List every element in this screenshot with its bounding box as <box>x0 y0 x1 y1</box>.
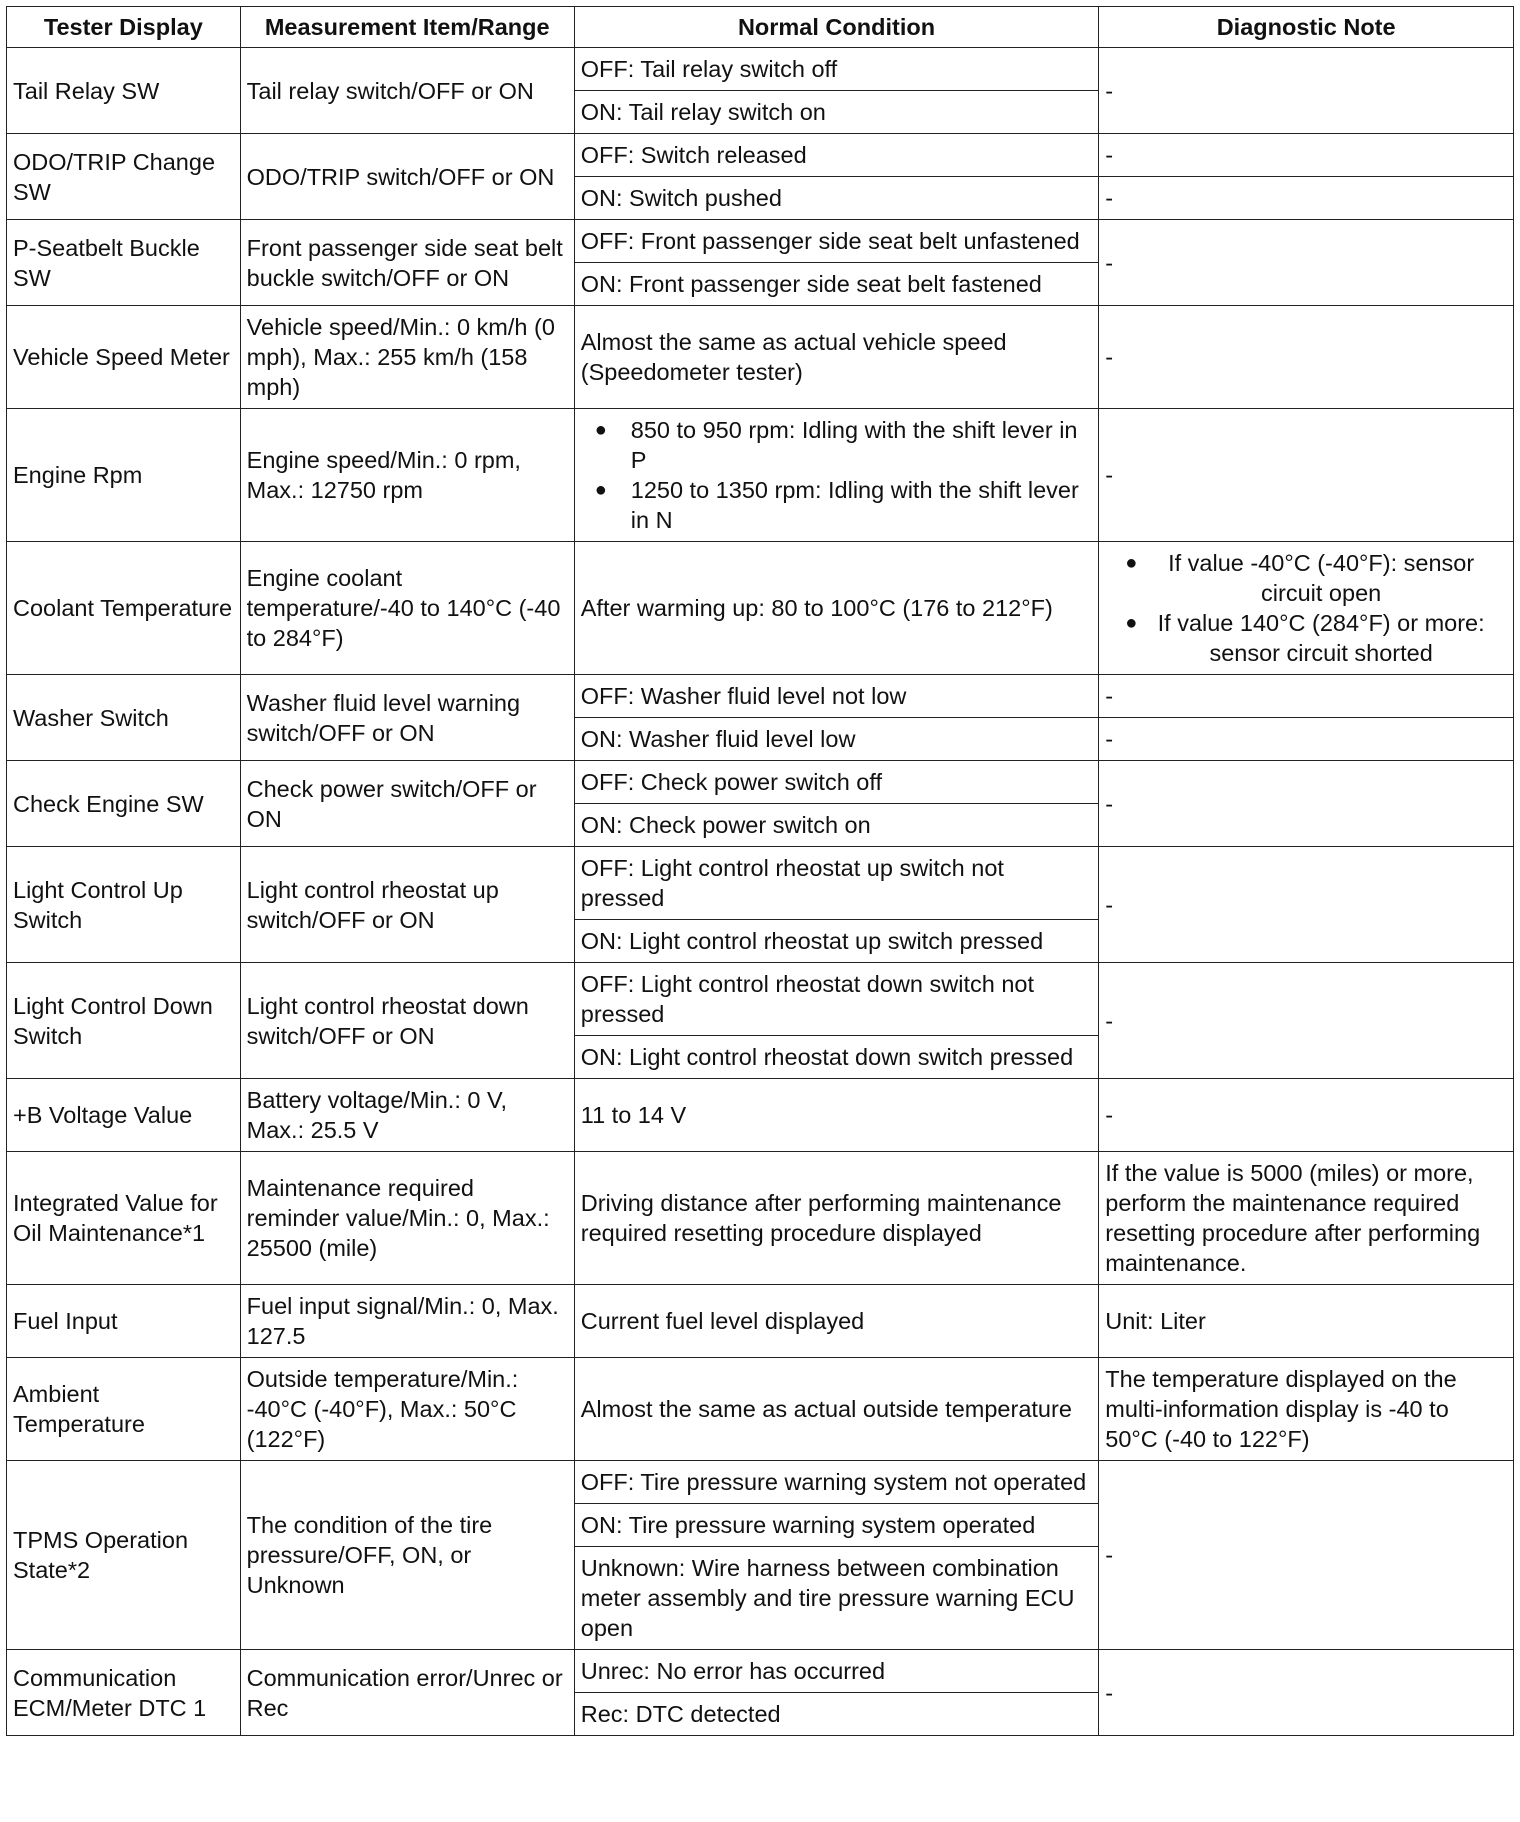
normal-condition-cell: After warming up: 80 to 100°C (176 to 212°F) <box>574 542 1099 675</box>
table-row <box>7 1285 1514 1358</box>
note-bullet-list <box>1105 548 1507 668</box>
diagnostic-note-cell: - <box>1099 134 1514 177</box>
tester-display-cell: P-Seatbelt Buckle SW <box>7 220 241 306</box>
diagnostic-note-cell: - <box>1099 1650 1514 1736</box>
diagnostic-note-cell: If the value is 5000 (miles) or more, perform the maintenance required resetting procedure after performing maintenance. <box>1099 1152 1514 1285</box>
diagnostic-note-cell: - <box>1099 177 1514 220</box>
normal-condition-cell: ON: Light control rheostat down switch pressed <box>574 1036 1099 1079</box>
data-list-table <box>6 6 1514 1736</box>
tester-display-cell: TPMS Operation State*2 <box>7 1461 241 1650</box>
tester-display-cell: Tail Relay SW <box>7 48 241 134</box>
measurement-item-cell: Maintenance required reminder value/Min.: 0, Max.: 25500 (mile) <box>240 1152 574 1285</box>
diagnostic-note-cell: - <box>1099 409 1514 542</box>
note-bullet: ● If value 140°C (284°F) or more: sensor circuit shorted <box>1105 608 1507 668</box>
diagnostic-note-cell: The temperature displayed on the multi-information display is -40 to 50°C (-40 to 122°F) <box>1099 1358 1514 1461</box>
normal-condition-cell: OFF: Front passenger side seat belt unfastened <box>574 220 1099 263</box>
diagnostic-note-cell: - <box>1099 847 1514 963</box>
table-row <box>7 675 1514 718</box>
table-row <box>7 1650 1514 1693</box>
measurement-item-cell: Communication error/Unrec or Rec <box>240 1650 574 1736</box>
measurement-item-cell: Washer fluid level warning switch/OFF or ON <box>240 675 574 761</box>
diagnostic-note-cell: - <box>1099 220 1514 306</box>
table-row <box>7 1152 1514 1285</box>
table-row <box>7 134 1514 177</box>
measurement-item-cell: Fuel input signal/Min.: 0, Max. 127.5 <box>240 1285 574 1358</box>
diagnostic-note-cell: - <box>1099 675 1514 718</box>
header-diagnostic-note: Diagnostic Note <box>1099 7 1514 48</box>
table-row <box>7 1461 1514 1504</box>
table-row <box>7 847 1514 920</box>
table-row <box>7 48 1514 91</box>
diagnostic-note-cell: - <box>1099 718 1514 761</box>
diagnostic-note-cell: - <box>1099 306 1514 409</box>
measurement-item-cell: The condition of the tire pressure/OFF, ON, or Unknown <box>240 1461 574 1650</box>
condition-bullet: ● 850 to 950 rpm: Idling with the shift lever in P <box>581 415 1093 475</box>
normal-condition-cell: Unrec: No error has occurred <box>574 1650 1099 1693</box>
table-row <box>7 1079 1514 1152</box>
normal-condition-cell: OFF: Light control rheostat up switch not pressed <box>574 847 1099 920</box>
normal-condition-cell: Driving distance after performing maintenance required resetting procedure displayed <box>574 1152 1099 1285</box>
measurement-item-cell: Check power switch/OFF or ON <box>240 761 574 847</box>
normal-condition-cell: ON: Tail relay switch on <box>574 91 1099 134</box>
tester-display-cell: Fuel Input <box>7 1285 241 1358</box>
tester-display-cell: Light Control Down Switch <box>7 963 241 1079</box>
normal-condition-cell: Unknown: Wire harness between combination meter assembly and tire pressure warning ECU open <box>574 1547 1099 1650</box>
normal-condition-cell: ON: Light control rheostat up switch pressed <box>574 920 1099 963</box>
diagnostic-note-cell <box>1099 542 1514 675</box>
table-row <box>7 409 1514 542</box>
measurement-item-cell: Light control rheostat up switch/OFF or ON <box>240 847 574 963</box>
tester-display-cell: Ambient Temperature <box>7 1358 241 1461</box>
normal-condition-cell <box>574 409 1099 542</box>
measurement-item-cell: Engine speed/Min.: 0 rpm, Max.: 12750 rpm <box>240 409 574 542</box>
tester-display-cell: Vehicle Speed Meter <box>7 306 241 409</box>
measurement-item-cell: ODO/TRIP switch/OFF or ON <box>240 134 574 220</box>
tester-display-cell: ODO/TRIP Change SW <box>7 134 241 220</box>
condition-bullet: ● 1250 to 1350 rpm: Idling with the shift lever in N <box>581 475 1093 535</box>
diagnostic-note-cell: - <box>1099 963 1514 1079</box>
tester-display-cell: Coolant Temperature <box>7 542 241 675</box>
condition-bullet-list <box>581 415 1093 535</box>
header-row <box>7 7 1514 48</box>
normal-condition-cell: OFF: Switch released <box>574 134 1099 177</box>
normal-condition-cell: ON: Switch pushed <box>574 177 1099 220</box>
normal-condition-cell: ON: Washer fluid level low <box>574 718 1099 761</box>
normal-condition-cell: OFF: Light control rheostat down switch not pressed <box>574 963 1099 1036</box>
diagnostic-note-cell: - <box>1099 1461 1514 1650</box>
table-row <box>7 1358 1514 1461</box>
normal-condition-cell: ON: Front passenger side seat belt fastened <box>574 263 1099 306</box>
measurement-item-cell: Front passenger side seat belt buckle switch/OFF or ON <box>240 220 574 306</box>
diagnostic-note-cell: - <box>1099 761 1514 847</box>
measurement-item-cell: Tail relay switch/OFF or ON <box>240 48 574 134</box>
measurement-item-cell: Battery voltage/Min.: 0 V, Max.: 25.5 V <box>240 1079 574 1152</box>
tester-display-cell: Integrated Value for Oil Maintenance*1 <box>7 1152 241 1285</box>
table-row <box>7 963 1514 1036</box>
normal-condition-cell: OFF: Tail relay switch off <box>574 48 1099 91</box>
measurement-item-cell: Light control rheostat down switch/OFF or ON <box>240 963 574 1079</box>
table-row <box>7 306 1514 409</box>
header-normal-condition: Normal Condition <box>574 7 1099 48</box>
normal-condition-cell: Almost the same as actual outside temperature <box>574 1358 1099 1461</box>
normal-condition-cell: OFF: Check power switch off <box>574 761 1099 804</box>
tester-display-cell: +B Voltage Value <box>7 1079 241 1152</box>
normal-condition-cell: OFF: Washer fluid level not low <box>574 675 1099 718</box>
normal-condition-cell: Almost the same as actual vehicle speed (Speedometer tester) <box>574 306 1099 409</box>
diagnostic-note-cell: - <box>1099 1079 1514 1152</box>
normal-condition-cell: Current fuel level displayed <box>574 1285 1099 1358</box>
tester-display-cell: Check Engine SW <box>7 761 241 847</box>
normal-condition-cell: 11 to 14 V <box>574 1079 1099 1152</box>
diagnostic-note-cell: Unit: Liter <box>1099 1285 1514 1358</box>
normal-condition-cell: ON: Check power switch on <box>574 804 1099 847</box>
tester-display-cell: Light Control Up Switch <box>7 847 241 963</box>
note-bullet: ● If value -40°C (-40°F): sensor circuit open <box>1105 548 1507 608</box>
tester-display-cell: Communication ECM/Meter DTC 1 <box>7 1650 241 1736</box>
tester-display-cell: Engine Rpm <box>7 409 241 542</box>
table-row <box>7 761 1514 804</box>
measurement-item-cell: Outside temperature/Min.: -40°C (-40°F), Max.: 50°C (122°F) <box>240 1358 574 1461</box>
measurement-item-cell: Engine coolant temperature/-40 to 140°C (-40 to 284°F) <box>240 542 574 675</box>
normal-condition-cell: ON: Tire pressure warning system operated <box>574 1504 1099 1547</box>
table-row <box>7 542 1514 675</box>
measurement-item-cell: Vehicle speed/Min.: 0 km/h (0 mph), Max.: 255 km/h (158 mph) <box>240 306 574 409</box>
diagnostic-note-cell: - <box>1099 48 1514 134</box>
table-row <box>7 220 1514 263</box>
normal-condition-cell: Rec: DTC detected <box>574 1693 1099 1736</box>
tester-display-cell: Washer Switch <box>7 675 241 761</box>
header-measurement-item: Measurement Item/Range <box>240 7 574 48</box>
normal-condition-cell: OFF: Tire pressure warning system not operated <box>574 1461 1099 1504</box>
header-tester-display: Tester Display <box>7 7 241 48</box>
